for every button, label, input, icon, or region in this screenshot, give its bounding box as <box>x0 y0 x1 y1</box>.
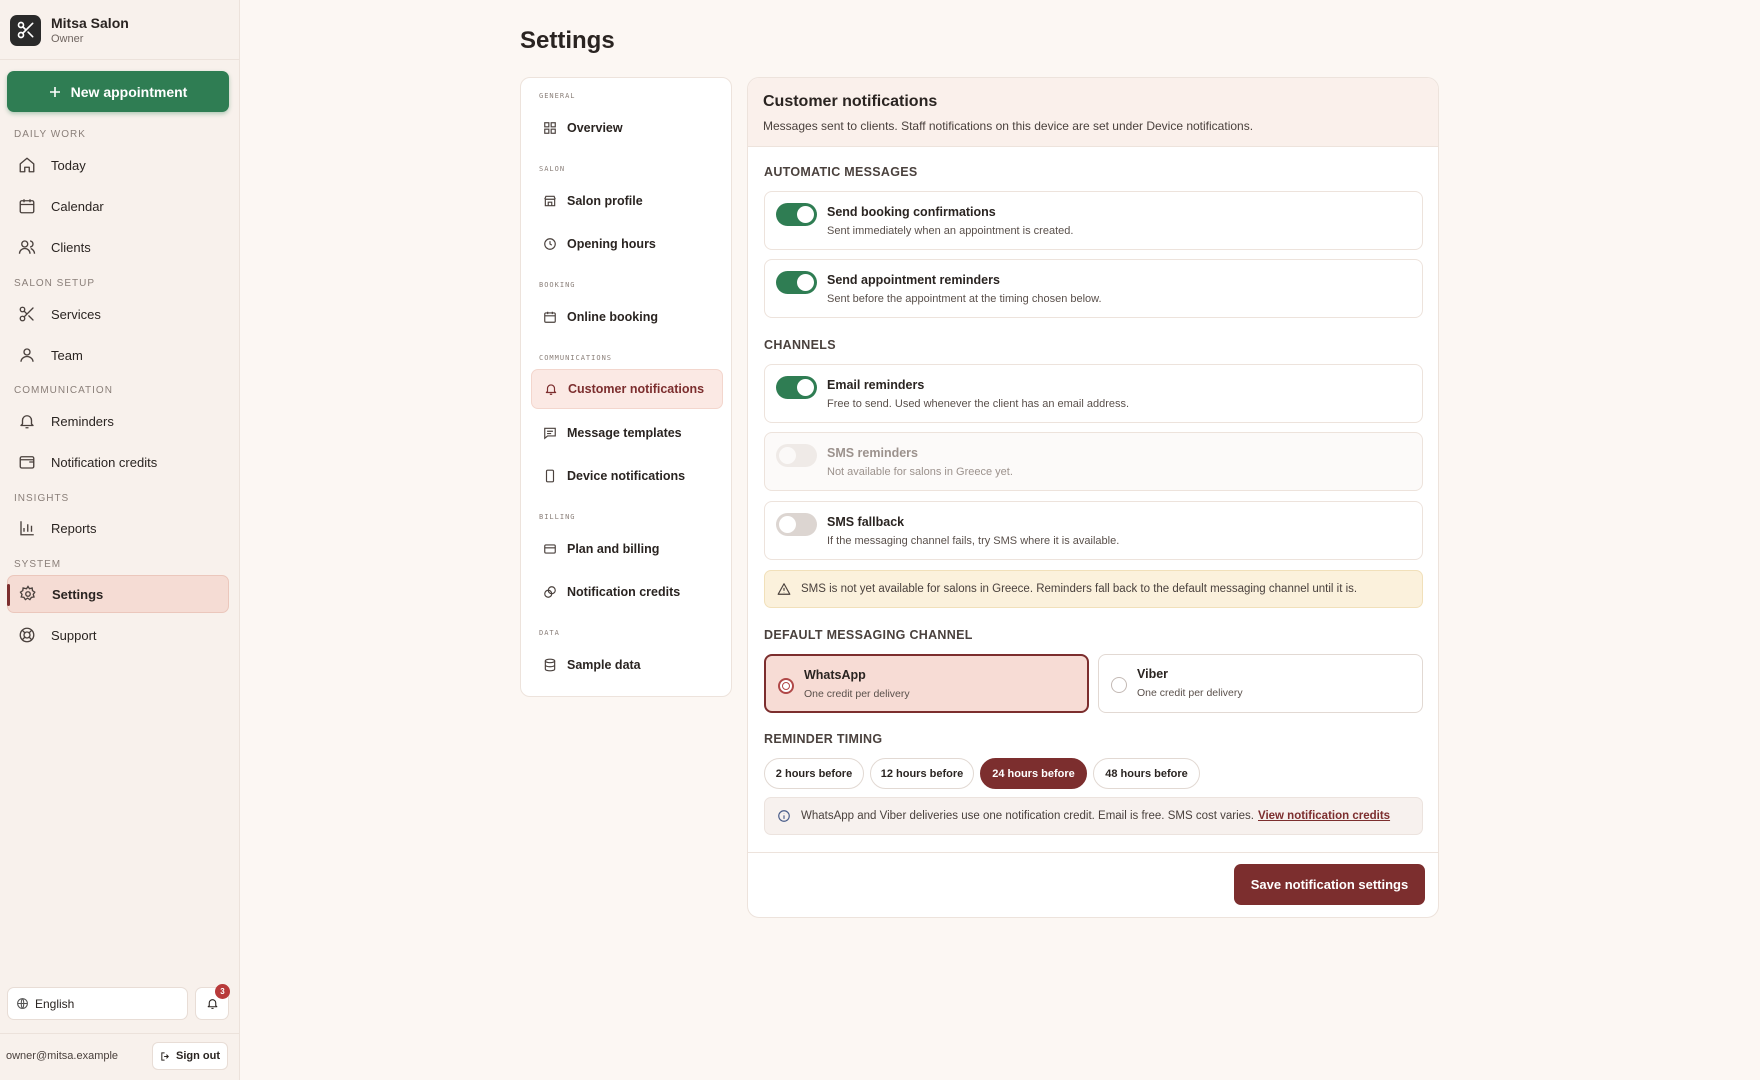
user-email: owner@mitsa.example <box>6 1050 119 1062</box>
settings-item-label: Online booking <box>567 310 658 324</box>
sms-fallback-toggle[interactable] <box>776 513 817 536</box>
settings-section-general: GENERAL <box>539 92 576 100</box>
sidebar-item-label: Clients <box>51 239 91 255</box>
settings-item-opening-hours[interactable] <box>531 224 723 264</box>
lifebuoy-icon <box>18 626 36 644</box>
info-text: WhatsApp and Viber deliveries use one notification credit. Email is free. SMS cost varies. <box>801 810 1254 822</box>
sidebar-item-clients[interactable] <box>7 228 229 266</box>
toggle-knob <box>797 206 814 223</box>
database-icon <box>543 658 557 672</box>
timing-option-2h[interactable]: 2 hours before <box>764 758 864 789</box>
timing-option-48h[interactable]: 48 hours before <box>1093 758 1200 789</box>
setting-title: Email reminders <box>827 378 925 392</box>
setting-row-sms-fallback <box>764 501 1423 560</box>
sidebar-item-label: Support <box>51 627 97 643</box>
appointment-reminders-toggle[interactable] <box>776 271 817 294</box>
sidebar-item-team[interactable] <box>7 336 229 374</box>
users-icon <box>18 238 36 256</box>
divider <box>748 852 1439 853</box>
language-select[interactable] <box>7 987 188 1020</box>
settings-item-label: Overview <box>567 121 623 135</box>
sidebar-item-label: Reports <box>51 520 97 536</box>
notification-count-badge: 3 <box>215 984 230 999</box>
setting-title: SMS fallback <box>827 515 905 529</box>
setting-description: Free to send. Used whenever the client has an email address. <box>827 398 1130 410</box>
setting-description: Sent before the appointment at the timing chosen below. <box>827 293 1102 305</box>
wallet-icon <box>18 453 36 471</box>
sms-reminders-toggle <box>776 444 817 467</box>
team-icon <box>18 346 36 364</box>
settings-nav <box>520 77 732 697</box>
globe-icon <box>16 997 29 1010</box>
settings-item-device-notifications[interactable] <box>531 456 723 496</box>
booking-confirmations-toggle[interactable] <box>776 203 817 226</box>
channel-description: One credit per delivery <box>1137 687 1243 699</box>
sidebar-item-label: Calendar <box>51 198 104 214</box>
setting-row-appointment-reminders <box>764 259 1423 318</box>
toggle-knob <box>797 379 814 396</box>
customer-notifications-panel <box>747 77 1439 918</box>
settings-item-label: Notification credits <box>567 585 681 599</box>
bell-icon <box>18 412 36 430</box>
sidebar-item-reminders[interactable] <box>7 402 229 440</box>
sidebar-item-settings[interactable] <box>7 575 229 613</box>
setting-description: Not available for salons in Greece yet. <box>827 466 1013 478</box>
toggle-knob <box>779 447 796 464</box>
credit-card-icon <box>543 542 557 556</box>
settings-section-data: DATA <box>539 629 560 637</box>
sidebar-item-reports[interactable] <box>7 509 229 547</box>
email-reminders-toggle[interactable] <box>776 376 817 399</box>
settings-item-label: Salon profile <box>567 194 643 208</box>
sidebar-item-today[interactable] <box>7 146 229 184</box>
sidebar-item-label: Services <box>51 306 101 322</box>
section-label-reminder-timing: REMINDER TIMING <box>764 732 883 746</box>
settings-item-online-booking[interactable] <box>531 297 723 337</box>
timing-option-12h[interactable]: 12 hours before <box>870 758 974 789</box>
plus-icon <box>49 86 61 98</box>
panel-header <box>748 78 1439 147</box>
sidebar-item-label: Reminders <box>51 413 114 429</box>
settings-item-label: Plan and billing <box>567 542 660 556</box>
calendar-icon <box>543 310 557 324</box>
sign-out-icon <box>160 1051 171 1062</box>
message-icon <box>543 426 557 440</box>
channel-name: WhatsApp <box>804 668 866 682</box>
divider <box>0 1033 239 1034</box>
setting-description: If the messaging channel fails, try SMS where it is available. <box>827 535 1120 547</box>
timing-option-24h[interactable]: 24 hours before <box>980 758 1087 789</box>
warning-text: SMS is not yet available for salons in Greece. Reminders fall back to the default messaging channel until it is. <box>801 583 1358 595</box>
settings-item-label: Opening hours <box>567 237 656 251</box>
settings-item-label: Message templates <box>567 426 682 440</box>
settings-item-label: Customer notifications <box>568 382 705 396</box>
setting-description: Sent immediately when an appointment is created. <box>827 225 1074 237</box>
settings-item-label: Device notifications <box>567 469 686 483</box>
salon-name: Mitsa Salon <box>51 14 129 31</box>
section-label-automatic-messages: AUTOMATIC MESSAGES <box>764 165 918 179</box>
divider <box>0 59 239 60</box>
brand[interactable] <box>10 12 230 48</box>
setting-row-sms-reminders <box>764 432 1423 491</box>
settings-item-customer-notifications[interactable] <box>531 369 723 409</box>
clock-icon <box>543 237 557 251</box>
setting-title: Send booking confirmations <box>827 205 996 219</box>
warning-icon <box>777 582 791 596</box>
channel-description: One credit per delivery <box>804 688 910 700</box>
setting-row-booking-confirmations <box>764 191 1423 250</box>
toggle-knob <box>779 516 796 533</box>
section-label-channels: CHANNELS <box>764 338 836 352</box>
settings-item-plan-and-billing[interactable] <box>531 529 723 569</box>
settings-section-booking: BOOKING <box>539 281 576 289</box>
channel-option-whatsapp[interactable] <box>764 654 1089 713</box>
sidebar <box>0 0 240 1080</box>
channel-name: Viber <box>1137 667 1169 681</box>
settings-item-notification-credits[interactable] <box>531 572 723 612</box>
settings-item-message-templates[interactable] <box>531 413 723 453</box>
setting-title: Send appointment reminders <box>827 273 1000 287</box>
nav-section-communication: COMMUNICATION <box>14 385 113 396</box>
user-role: Owner <box>51 32 84 45</box>
phone-icon <box>543 469 557 483</box>
panel-subtitle: Messages sent to clients. Staff notifications on this device are set under Device notifications. <box>763 119 1254 133</box>
gear-icon <box>19 585 37 603</box>
scissors-icon <box>10 15 41 46</box>
settings-item-sample-data[interactable] <box>531 645 723 685</box>
nav-section-insights: INSIGHTS <box>14 493 70 504</box>
home-icon <box>18 156 36 174</box>
new-appointment-button[interactable] <box>7 71 229 112</box>
nav-section-daily-work: DAILY WORK <box>14 129 86 140</box>
sidebar-item-label: Notification credits <box>51 454 158 470</box>
setting-title: SMS reminders <box>827 446 919 460</box>
sms-warning-banner <box>764 570 1423 608</box>
settings-item-label: Sample data <box>567 658 641 672</box>
sign-out-button[interactable] <box>152 1042 228 1070</box>
page-title: Settings <box>520 27 615 54</box>
settings-item-overview[interactable] <box>531 108 723 148</box>
sidebar-item-support[interactable] <box>7 616 229 654</box>
radio-selected <box>778 678 794 694</box>
notifications-button[interactable] <box>195 987 229 1020</box>
sign-out-label: Sign out <box>176 1050 220 1062</box>
nav-section-system: SYSTEM <box>14 559 62 570</box>
info-icon <box>777 809 791 823</box>
settings-item-salon-profile[interactable] <box>531 181 723 221</box>
sidebar-item-notification-credits[interactable] <box>7 443 229 481</box>
nav-section-salon-setup: SALON SETUP <box>14 278 96 289</box>
view-notification-credits-link[interactable]: View notification credits <box>1257 810 1391 822</box>
sidebar-item-label: Today <box>51 157 86 173</box>
panel-title: Customer notifications <box>763 93 938 110</box>
section-label-default-channel: DEFAULT MESSAGING CHANNEL <box>764 628 973 642</box>
settings-section-salon: SALON <box>539 165 566 173</box>
language-label: English <box>35 996 75 1011</box>
settings-section-billing: BILLING <box>539 513 576 521</box>
bar-chart-icon <box>18 519 36 537</box>
save-notification-settings-button[interactable]: Save notification settings <box>1234 864 1425 905</box>
bell-icon <box>544 382 558 396</box>
sidebar-item-calendar[interactable] <box>7 187 229 225</box>
sidebar-item-services[interactable] <box>7 295 229 333</box>
toggle-knob <box>797 274 814 291</box>
setting-row-email-reminders <box>764 364 1423 423</box>
settings-section-communications: COMMUNICATIONS <box>539 354 613 362</box>
grid-icon <box>543 121 557 135</box>
credits-info-banner <box>764 797 1423 835</box>
sidebar-item-label: Settings <box>52 586 104 602</box>
bell-icon <box>206 997 219 1010</box>
coins-icon <box>543 585 557 599</box>
radio-unselected <box>1111 677 1127 693</box>
sidebar-item-label: Team <box>51 347 83 363</box>
calendar-icon <box>18 197 36 215</box>
scissors-icon <box>18 305 36 323</box>
channel-option-viber[interactable] <box>1098 654 1423 713</box>
store-icon <box>543 194 557 208</box>
new-appointment-label: New appointment <box>70 83 188 100</box>
